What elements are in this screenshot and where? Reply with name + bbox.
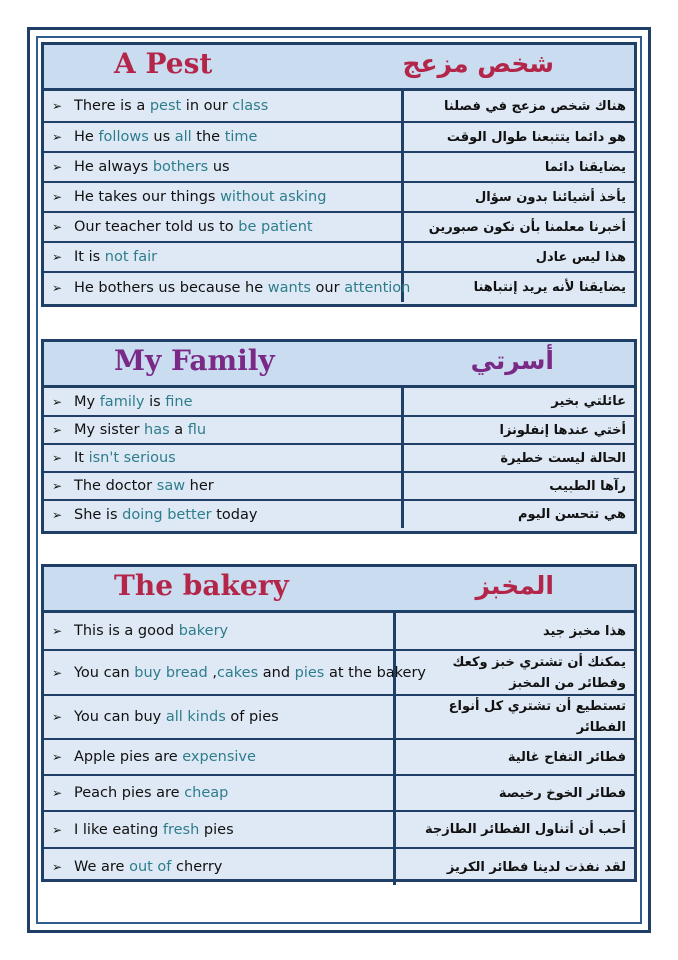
phrase-text: This is a good: [74, 623, 179, 639]
section-my-family: [41, 339, 637, 534]
highlighted-word: flu: [187, 422, 207, 438]
english-phrase: [44, 416, 402, 444]
section-a-pest: [41, 42, 637, 307]
arabic-translation: هذا مخبز جيد: [542, 623, 626, 639]
phrase-text: You can buy: [74, 709, 166, 725]
phrase-text: I like eating: [74, 821, 163, 838]
phrase-text: We are: [74, 859, 130, 875]
table-row: [44, 182, 634, 212]
table-row: [44, 775, 634, 811]
english-phrase: [44, 848, 394, 885]
arrow-bullet-icon: ➢: [52, 220, 63, 234]
phrase-table: [44, 613, 634, 885]
highlighted-word: family: [99, 393, 145, 410]
arabic-translation: عائلتي بخير: [551, 394, 626, 409]
arabic-translation: فطائر التفاح غالية: [394, 739, 634, 775]
highlighted-word: all kinds: [165, 709, 226, 725]
english-phrase: [44, 444, 402, 472]
phrase-text: our: [310, 279, 345, 296]
highlighted-word: saw: [156, 478, 186, 494]
highlighted-word: pest: [149, 98, 182, 114]
phrase-text: There is a: [74, 98, 150, 114]
section-header: [44, 342, 634, 388]
section-title-en: My Family: [114, 344, 275, 377]
highlighted-word: isn't serious: [88, 450, 176, 466]
english-phrase: [44, 613, 394, 650]
table-row: [44, 848, 634, 885]
table-row: [44, 152, 634, 182]
phrase-text: at the bakery: [324, 664, 427, 681]
table-row: [44, 388, 634, 416]
highlighted-word: out of: [129, 859, 172, 875]
highlighted-word: has: [144, 422, 170, 438]
phrase-text: My sister: [74, 422, 145, 438]
highlighted-word: attention: [344, 279, 411, 296]
arabic-translation: يمكنك أن تشتري خبز وكعك وفطائر من المخبز: [394, 650, 634, 695]
arabic-translation: تستطيع أن تشتري كل أنواع الفطائر: [394, 695, 634, 739]
highlighted-word: fresh: [162, 821, 200, 838]
english-phrase: [44, 388, 402, 416]
arrow-bullet-icon: ➢: [52, 750, 63, 764]
arabic-translation: يضايقنا دائما: [402, 152, 634, 182]
english-phrase: [44, 650, 427, 695]
phrase-text: us: [208, 159, 230, 175]
section-title-ar: شخص مزعج: [402, 49, 554, 78]
phrase-text: He: [74, 129, 99, 145]
section-header: [44, 45, 634, 91]
section-title-en: The bakery: [114, 569, 289, 602]
table-row: [44, 444, 634, 472]
table-row: [44, 91, 634, 122]
arrow-bullet-icon: ➢: [52, 665, 63, 680]
table-row: [44, 242, 634, 272]
table-row: [44, 811, 634, 848]
arrow-bullet-icon: ➢: [52, 451, 63, 465]
highlighted-word: cheap: [184, 785, 229, 801]
arrow-bullet-icon: ➢: [52, 160, 63, 174]
highlighted-word: without asking: [220, 189, 327, 205]
arrow-bullet-icon: ➢: [52, 860, 63, 874]
table-row: [44, 739, 634, 775]
phrase-text: Our teacher told us to: [74, 219, 239, 235]
phrase-text: the: [191, 129, 225, 145]
arabic-translation: هي تتحسن اليوم: [402, 500, 634, 528]
english-phrase: [44, 472, 402, 500]
english-phrase: [44, 242, 402, 272]
arrow-bullet-icon: ➢: [52, 423, 63, 437]
arrow-bullet-icon: ➢: [52, 624, 63, 638]
highlighted-word: doing better: [122, 506, 212, 523]
highlighted-word: not fair: [104, 249, 158, 265]
phrase-text: He takes our things: [74, 189, 221, 205]
arabic-translation: أخبرنا معلمنا بأن نكون صبورين: [402, 212, 634, 242]
phrase-text: and: [258, 664, 295, 681]
arrow-bullet-icon: ➢: [52, 99, 63, 113]
arrow-bullet-icon: ➢: [52, 190, 63, 204]
arabic-translation: لقد نفذت لدينا فطائر الكريز: [394, 848, 634, 885]
phrase-text: The doctor: [74, 478, 157, 494]
english-phrase: [44, 272, 411, 302]
phrase-table: [44, 91, 634, 302]
phrase-text: Peach pies are: [74, 785, 185, 801]
table-row: [44, 472, 634, 500]
arrow-bullet-icon: ➢: [52, 394, 63, 409]
highlighted-word: time: [224, 129, 258, 145]
section-title-ar: أسرتي: [470, 346, 554, 375]
phrase-text: today: [211, 506, 258, 523]
english-phrase: [44, 695, 394, 739]
highlighted-word: fine: [165, 393, 193, 410]
english-phrase: [44, 91, 402, 122]
highlighted-word: wants: [267, 279, 311, 296]
arrow-bullet-icon: ➢: [52, 130, 63, 144]
english-phrase: [44, 500, 402, 528]
table-row: [44, 212, 634, 242]
highlighted-word: all: [174, 129, 192, 145]
phrase-text: You can: [74, 664, 135, 681]
english-phrase: [44, 811, 394, 848]
english-phrase: [44, 775, 394, 811]
arrow-bullet-icon: ➢: [52, 710, 63, 724]
highlighted-word: expensive: [182, 749, 256, 765]
arrow-bullet-icon: ➢: [52, 280, 63, 295]
english-phrase: [44, 182, 402, 212]
arabic-translation: هذا ليس عادل: [402, 242, 634, 272]
arabic-translation: أختي عندها إنفلونزا: [402, 416, 634, 444]
section-header: [44, 567, 634, 613]
arabic-translation: هو دائما يتتبعنا طوال الوقت: [402, 122, 634, 152]
arabic-translation: هناك شخص مزعج في فصلنا: [444, 98, 626, 114]
highlighted-word: bakery: [178, 623, 229, 639]
phrase-text: cherry: [171, 859, 223, 875]
arabic-translation: أحب أن أتناول الفطائر الطازجة: [394, 811, 634, 848]
phrase-text: It is: [74, 249, 105, 265]
phrase-table: [44, 388, 634, 528]
phrase-text: pies: [199, 821, 234, 838]
phrase-text: He always: [74, 159, 153, 175]
highlighted-word: pies: [294, 664, 325, 681]
phrase-text: in our: [181, 98, 233, 114]
english-phrase: [44, 152, 402, 182]
arabic-translation: الحالة ليست خطيرة: [402, 444, 634, 472]
phrase-text: It: [74, 450, 89, 466]
phrase-text: She is: [74, 506, 123, 523]
arrow-bullet-icon: ➢: [52, 479, 63, 493]
arabic-translation: يضايقنا لأنه يريد إنتباهنا: [402, 272, 634, 302]
phrase-text: My: [74, 393, 100, 410]
english-phrase: [44, 212, 402, 242]
section-title-en: A Pest: [114, 47, 213, 80]
arrow-bullet-icon: ➢: [52, 822, 63, 837]
table-row: [44, 613, 634, 650]
phrase-text: a: [169, 422, 188, 438]
section-the-bakery: [41, 564, 637, 882]
arabic-translation: فطائر الخوخ رخيصة: [394, 775, 634, 811]
arrow-bullet-icon: ➢: [52, 507, 63, 522]
highlighted-word: cakes: [216, 664, 259, 681]
arabic-translation: يأخذ أشيائنا بدون سؤال: [402, 182, 634, 212]
phrase-text: is: [144, 393, 166, 410]
highlighted-word: follows: [98, 129, 149, 145]
phrase-text: ,: [207, 664, 217, 681]
english-phrase: [44, 739, 394, 775]
english-phrase: [44, 122, 402, 152]
highlighted-word: class: [232, 98, 269, 114]
table-row: [44, 500, 634, 528]
phrase-text: of pies: [225, 709, 279, 725]
table-row: [44, 272, 634, 302]
highlighted-word: be patient: [238, 219, 313, 235]
table-row: [44, 650, 634, 695]
phrase-text: He bothers us because he: [74, 279, 268, 296]
highlighted-word: buy bread: [134, 664, 208, 681]
arrow-bullet-icon: ➢: [52, 250, 63, 264]
phrase-text: her: [185, 478, 214, 494]
table-row: [44, 695, 634, 739]
arrow-bullet-icon: ➢: [52, 786, 63, 800]
section-title-ar: المخبز: [475, 571, 554, 600]
table-row: [44, 416, 634, 444]
phrase-text: Apple pies are: [74, 749, 183, 765]
phrase-text: us: [148, 129, 175, 145]
arabic-translation: رآها الطبيب: [402, 472, 634, 500]
highlighted-word: bothers: [152, 159, 209, 175]
table-row: [44, 122, 634, 152]
